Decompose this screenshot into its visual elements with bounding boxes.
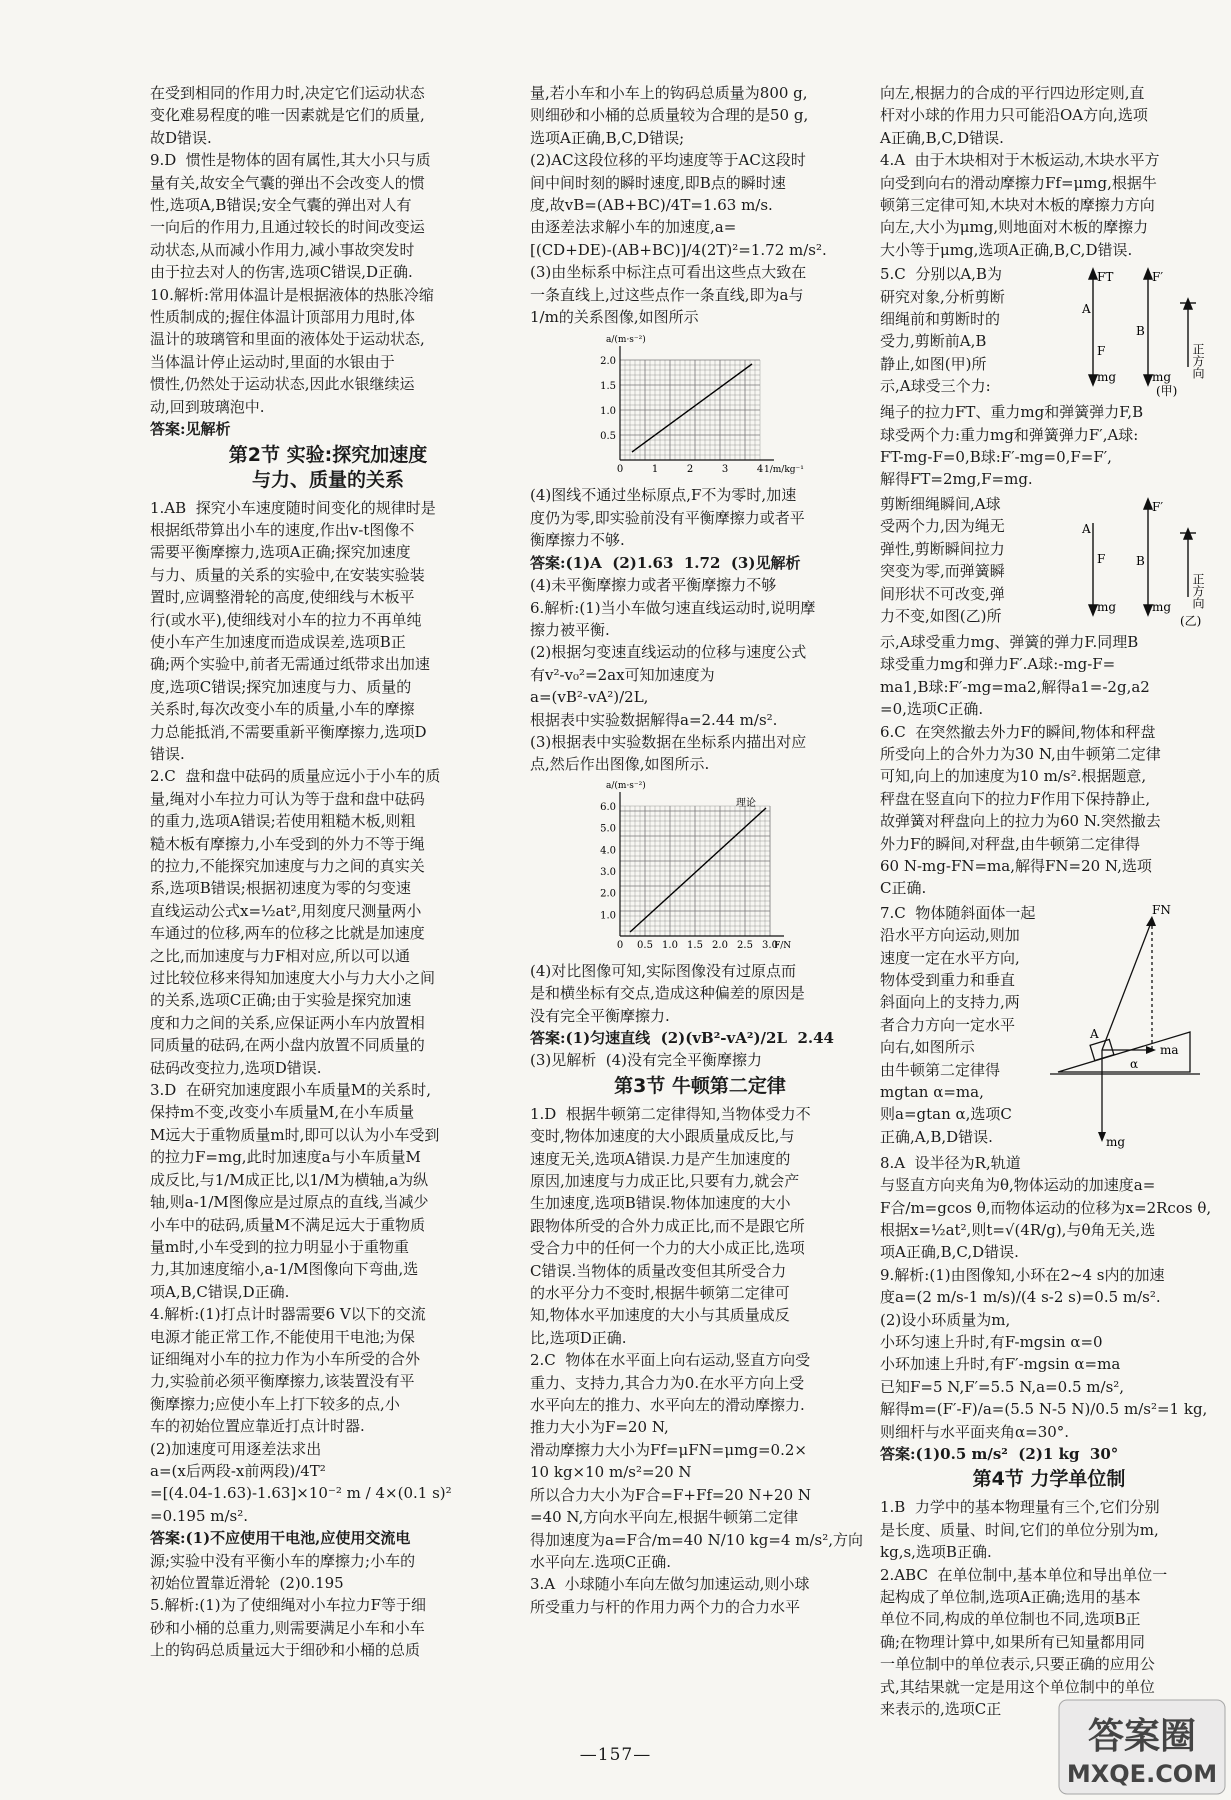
x-tick-label: 0.5: [637, 939, 653, 951]
text-line: 球受重力mg和弹力F′.A球:-mg-F=: [880, 655, 1116, 674]
text-line: 4.A 由于木块相对于木板运动,木块水平方: [880, 151, 1160, 170]
q7-text: [880, 902, 1050, 1148]
text-line: 秤盘在竖直向下的拉力F作用下保持静止,: [880, 789, 1151, 808]
text-line: 量,绳对小车拉力可认为等于盘和盘中砝码: [150, 789, 425, 808]
x-tick-label: 1.5: [687, 939, 703, 951]
watermark-bottom: MXQE.COM: [1066, 1760, 1218, 1788]
y-tick-label: 5.0: [600, 823, 616, 835]
text-line: 60 N-mg-FN=ma,解得FN=20 N,选项: [880, 856, 1152, 875]
text-line: 弹性,剪断瞬间拉力: [880, 539, 1005, 558]
text-line: C错误.当物体的质量改变但其所受合力: [530, 1261, 787, 1280]
text-line: (3)根据表中实验数据在坐标系内描出对应: [530, 732, 807, 751]
text-line: 间中间时刻的瞬时速度,即B点的瞬时速: [530, 173, 786, 192]
text-line: 受合力中的任何一个力的大小成正比,选项: [530, 1239, 805, 1258]
text-line: 水平向左的推力、水平向左的滑动摩擦力.: [530, 1396, 805, 1415]
text-line: 一单位制中的单位表示,只要正确的应用公: [880, 1655, 1155, 1674]
text-line: 性,选项A,B错误;安全气囊的弹出对人有: [150, 196, 412, 215]
text-line: 9.D 惯性是物体的固有属性,其大小只与质: [150, 151, 431, 170]
text-line: 斜面向上的支持力,两: [880, 993, 1020, 1012]
section-2-title-line2: 与力、质量的关系: [251, 468, 404, 491]
watermark-top: 答案圈: [1087, 1716, 1197, 1757]
section-4-title: 第4节 力学单位制: [972, 1468, 1126, 1491]
text-line: 者合力方向一定水平: [880, 1015, 1016, 1034]
fit-line-label: 理论: [736, 797, 756, 809]
text-line: 细绳前和剪断时的: [880, 310, 1001, 329]
text-line: 证细绳对小车的拉力作为小车所受的合外: [150, 1349, 421, 1368]
label-mg-a: mg: [1097, 370, 1117, 385]
text-line: 比,选项D正确.: [530, 1328, 627, 1347]
text-line: 根据x=½at²,则t=√(4R/g),与θ角无关,选: [880, 1220, 1156, 1239]
x-tick-label: 0: [616, 939, 624, 951]
text-line: 点,然后作出图像,如图所示.: [530, 755, 710, 774]
text-line: 的拉力F=mg,此时加速度a与小车质量M: [150, 1148, 421, 1167]
text-line: 大小等于μmg,选项A正确,B,C,D错误.: [880, 240, 1133, 259]
text-line: 当体温计停止运动时,里面的水银由于: [150, 352, 395, 371]
text-line: (3)见解析 (4)没有完全平衡摩擦力: [530, 1051, 763, 1070]
text-line: 关系时,每次改变小车的质量,小车的摩擦: [150, 700, 415, 719]
text-line: 确;两个实验中,前者无需通过纸带求出加速: [150, 655, 430, 674]
text-line: 小环匀速上升时,有F-mgsin α=0: [880, 1333, 1103, 1351]
text-line: (4)对比图像可知,实际图像没有过原点而: [530, 961, 797, 980]
label-f2: F: [1097, 551, 1106, 566]
text-line: 向右,如图所示: [880, 1038, 975, 1057]
text-line: 得加速度为a=F合/m=40 N/10 kg=4 m/s²,方向: [530, 1530, 863, 1549]
col1-body-text: [150, 497, 506, 1662]
text-line: 小车中的砝码,质量M不满足远大于重物质: [150, 1215, 426, 1234]
text-line: 在受到相同的作用力时,决定它们运动状态: [150, 84, 425, 102]
fit-line: [630, 808, 766, 932]
y-axis-label: a/(m·s⁻²): [606, 335, 646, 346]
text-line: 故D错误.: [150, 128, 212, 147]
text-line: (2)AC这段位移的平均速度等于AC这段时: [530, 151, 806, 170]
text-line: (4)未平衡摩擦力或者平衡摩擦力不够: [530, 576, 777, 595]
text-line: =0,选项C正确.: [880, 700, 984, 719]
text-line: 由牛顿第二定律得: [880, 1060, 1001, 1079]
text-line: a=(vB²-vA²)/2L,: [530, 688, 649, 707]
text-line: 原因,加速度与力成正比,只要有力,就会产: [530, 1172, 800, 1190]
x-tick-label: 0: [616, 464, 624, 476]
text-line: 4.解析:(1)打点计时器需要6 V以下的交流: [150, 1305, 426, 1324]
text-line: (2)加速度可用逐差法求出: [150, 1439, 322, 1458]
text-line: 保持m不变,改变小车质量M,在小车质量: [150, 1103, 415, 1122]
text-line: 力总能抵消,不需要重新平衡摩擦力,选项D: [150, 722, 427, 741]
text-line: (2)设小环质量为m,: [880, 1310, 1011, 1329]
text-line: 6.C 在突然撤去外力F的瞬间,物体和秤盘: [880, 722, 1156, 741]
label-b2: B: [1136, 553, 1145, 568]
text-line: 示,A球受三个力:: [880, 377, 991, 396]
column-3: [880, 82, 1218, 1721]
text-line: 度仍为零,即实验前没有平衡摩擦力或者平: [530, 508, 805, 527]
label-mg-a2: mg: [1097, 599, 1117, 614]
text-line: 则a=gtan α,选项C: [880, 1105, 1012, 1124]
col3-text-c: [880, 631, 1218, 900]
text-line: 1.AB 探究小车速度随时间变化的规律时是: [150, 498, 436, 517]
text-line: (2)根据匀变速直线运动的位移与速度公式: [530, 643, 807, 662]
text-line: 5.C 分别以A,B为: [880, 265, 1002, 284]
text-line: 绳子的拉力FT、重力mg和弹簧弹力F,B: [880, 403, 1144, 422]
text-line: 顿第三定律可知,木块对木板的摩擦力方向: [880, 196, 1155, 215]
y-tick-label: 1.0: [600, 910, 616, 922]
label-ma: ma: [1160, 1042, 1179, 1057]
y-tick-label: 3.0: [600, 866, 616, 878]
col2-text-a: [530, 82, 870, 328]
x-tick-label: 3.0: [762, 939, 778, 951]
column-2: [530, 82, 870, 1618]
text-line: 所受向上的合外力为30 N,由牛顿第二定律: [880, 744, 1161, 763]
text-line: 研究对象,分析剪断: [880, 287, 1005, 306]
text-line: 与竖直方向夹角为θ,物体运动的加速度a=: [880, 1176, 1156, 1195]
text-line: 行(或水平),使细线对小车的拉力不再单纯: [150, 610, 422, 629]
text-line: 物体受到重力和垂直: [880, 970, 1016, 989]
text-line: 动状态,从而减小作用力,减小事故突发时: [150, 240, 415, 259]
label-a2: A: [1082, 521, 1091, 536]
y-axis-label: a/(m·s⁻²): [606, 780, 646, 791]
text-line: 量有关,故安全气囊的弹出不会改变人的惯: [150, 173, 425, 192]
col2-text-c: [530, 960, 870, 1072]
text-line: (4)图线不通过坐标原点,F不为零时,加速: [530, 486, 797, 505]
y-tick-label: 1.5: [600, 381, 616, 393]
text-line: 直线运动公式x=½at²,用刻度尺测量两小: [150, 901, 422, 920]
text-line: 小环加速上升时,有F′-mgsin α=ma: [880, 1355, 1121, 1374]
x-tick-label: 1.0: [662, 939, 678, 951]
label-mg-incline: mg: [1106, 1134, 1126, 1149]
text-line: 力,其加速度缩小,a-1/M图像向下弯曲,选: [150, 1260, 419, 1279]
text-line: 滑动摩擦力大小为Ff=μFN=μmg=0.2×: [530, 1440, 807, 1459]
text-line: 度a=(2 m/s-1 m/s)/(4 s-2 s)=0.5 m/s².: [880, 1288, 1161, 1307]
text-line: 答案:(1)不应使用干电池,应使用交流电: [150, 1529, 411, 1548]
force-diagram-jia: [1048, 263, 1218, 399]
text-line: 5.解析:(1)为了使细绳对小车拉力F等于细: [150, 1596, 427, 1615]
y-tick-label: 0.5: [600, 431, 616, 443]
text-line: 杆对小球的作用力只可能沿OA方向,选项: [880, 106, 1148, 125]
label-direction: 正方向: [1191, 343, 1205, 380]
text-line: 由逐差法求解小车的加速度,a=: [530, 218, 737, 237]
text-line: 向左,根据力的合成的平行四边形定则,直: [880, 84, 1145, 102]
text-line: =40 N,方向水平向左,根据牛顿第二定律: [530, 1508, 799, 1527]
x-tick-label: 1: [651, 464, 659, 476]
col3-text-b: [880, 401, 1218, 491]
text-line: 推力大小为F=20 N,: [530, 1418, 669, 1437]
text-line: 项A正确,B,C,D错误.: [880, 1243, 1019, 1262]
text-line: F合/m=gcos θ,而物体运动的位移为x=2Rcos θ,: [880, 1198, 1212, 1217]
text-line: 擦力被平衡.: [530, 620, 610, 639]
text-line: 量m时,小车受到的拉力明显小于重物重: [150, 1237, 409, 1256]
text-line: 所受重力与杆的作用力两个力的合力水平: [530, 1597, 801, 1616]
text-line: 跟物体所受的合外力成正比,而不是跟它所: [530, 1216, 805, 1235]
label-yi: (乙): [1180, 613, 1202, 628]
text-line: 变化难易程度的唯一因素就是它们的质量,: [150, 106, 425, 125]
text-line: mgtan α=ma,: [880, 1083, 984, 1101]
text-line: A正确,B,C,D错误.: [880, 128, 1004, 147]
label-direction2: 正方向: [1191, 572, 1205, 609]
text-line: 重力、支持力,其合力为0.在水平方向上受: [530, 1373, 805, 1392]
text-line: 是长度、质量、时间,它们的单位分别为m,: [880, 1520, 1159, 1539]
text-line: 之比,而加速度与力F相对应,所以可以通: [150, 946, 410, 965]
text-line: 沿水平方向运动,则加: [880, 926, 1020, 945]
text-line: 答案:见解析: [150, 420, 231, 439]
label-fp2: F′: [1152, 499, 1164, 514]
text-line: 2.C 盘和盘中砝码的质量应远小于小车的质: [150, 767, 441, 786]
x-axis-label: F/N: [774, 940, 792, 951]
text-line: 度和力之间的关系,应保证两小车内放置相: [150, 1013, 425, 1032]
label-a: A: [1082, 302, 1091, 317]
text-line: 力不变,如图(乙)所: [880, 606, 1002, 625]
text-line: a=(x后两段-x前两段)/4T²: [150, 1461, 326, 1480]
text-line: 静止,如图(甲)所: [880, 354, 987, 373]
text-line: 所以合力大小为F合=F+Ff=20 N+20 N: [530, 1485, 812, 1504]
label-mg-b: mg: [1152, 370, 1172, 385]
label-block-a: A: [1090, 1026, 1099, 1041]
text-line: 变时,物体加速度的大小跟质量成反比,与: [530, 1127, 795, 1146]
text-line: 生加速度,选项B错误.物体加速度的大小: [530, 1194, 791, 1213]
q5-block-yi: [880, 493, 1218, 629]
text-line: 温计的玻璃管和里面的液体处于运动状态,: [150, 330, 425, 349]
text-line: 答案:(1)A (2)1.63 1.72 (3)见解析: [530, 553, 801, 572]
text-line: 3.D 在研究加速度跟小车质量M的关系时,: [150, 1081, 432, 1100]
text-line: 的拉力,不能探究加速度与力之间的真实关: [150, 857, 425, 875]
label-jia: (甲): [1156, 384, 1178, 399]
text-line: 3.A 小球随小车向左做匀加速运动,则小球: [530, 1575, 810, 1594]
text-line: 单位不同,构成的单位制也不同,选项B正: [880, 1610, 1141, 1629]
label-mg-b2: mg: [1152, 599, 1172, 614]
text-line: 砝码改变拉力,选项D错误.: [150, 1058, 322, 1077]
text-line: =[(4.04-1.63)-1.63]×10⁻² m / 4×(0.1 s)²: [150, 1484, 452, 1503]
text-line: 砂和小桶的总重力,则需要满足小车和小车: [150, 1618, 425, 1637]
text-line: [(CD+DE)-(AB+BC)]/4(2T)²=1.72 m/s².: [530, 240, 827, 259]
text-line: 与力、质量的关系的实验中,在安装实验装: [150, 565, 425, 584]
x-tick-label: 3: [721, 464, 729, 476]
text-line: 度,选项C错误;探究加速度与力、质量的: [150, 677, 412, 696]
y-tick-label: 2.0: [600, 356, 616, 368]
text-line: 向受到向右的滑动摩擦力Ff=μmg,根据牛: [880, 173, 1157, 192]
y-tick-label: 6.0: [600, 801, 616, 813]
text-line: 故弹簧对秤盘向上的拉力为60 N.突然撤去: [880, 812, 1161, 831]
q7-block: [880, 902, 1218, 1150]
text-line: 初始位置靠近滑轮 (2)0.195: [150, 1574, 344, 1592]
text-line: 2.C 物体在水平面上向右运动,竖直方向受: [530, 1351, 811, 1370]
text-line: 选项A正确,B,C,D错误;: [530, 128, 685, 147]
col2-text-d: [530, 1103, 870, 1618]
text-line: 有v²-v₀²=2ax可知加速度为: [530, 665, 715, 684]
text-line: 则细杆与水平面夹角α=30°.: [880, 1422, 1070, 1441]
y-tick-label: 1.0: [600, 406, 616, 418]
text-line: 已知F=5 N,F′=5.5 N,a=0.5 m/s²,: [880, 1377, 1125, 1396]
text-line: 项A,B,C错误,D正确.: [150, 1282, 290, 1301]
x-tick-label: 2: [686, 464, 694, 476]
text-line: 式,其结果就一定是用这个单位制中的单位: [880, 1677, 1155, 1696]
text-line: 知,物体水平加速度的大小与其质量成反: [530, 1306, 790, 1325]
text-line: 1.D 根据牛顿第二定律得知,当物体受力不: [530, 1104, 811, 1123]
text-line: 动,回到玻璃泡中.: [150, 397, 265, 416]
text-line: 剪断细绳瞬间,A球: [880, 494, 1001, 513]
text-line: 一条直线上,过这些点作一条直线,即为a与: [530, 285, 804, 304]
text-line: 可知,向上的加速度为10 m/s².根据题意,: [880, 767, 1147, 786]
text-line: =0.195 m/s².: [150, 1506, 249, 1525]
x-tick-label: 2.5: [737, 939, 753, 951]
x-tick-label: 4: [756, 464, 764, 476]
text-line: 根据纸带算出小车的速度,作出v-t图像不: [150, 520, 415, 539]
text-line: 置时,应调整滑轮的高度,使细线与木板平: [150, 588, 415, 607]
text-line: 解得m=(F′-F)/a=(5.5 N-5 N)/0.5 m/s²=1 kg,: [880, 1400, 1208, 1419]
x-axis-label: 1/m/kg⁻¹: [764, 465, 804, 476]
text-line: 答案:(1)匀速直线 (2)(vB²-vA²)/2L 2.44: [530, 1028, 834, 1047]
text-line: 外力F的瞬间,对秤盘,由牛顿第二定律得: [880, 834, 1140, 853]
text-line: 速度一定在水平方向,: [880, 948, 1020, 967]
watermark-logo: [1057, 1698, 1227, 1796]
x-tick-label: 2.0: [712, 939, 728, 951]
y-tick-label: 2.0: [600, 888, 616, 900]
label-alpha: α: [1130, 1056, 1139, 1071]
section-2-title-line1: 第2节 实验:探究加速度: [228, 443, 428, 466]
q5b-text: [880, 493, 1050, 627]
text-line: 来表示的,选项C正: [880, 1700, 1002, 1719]
text-line: 受力,剪断前A,B: [880, 332, 987, 351]
text-line: 衡摩擦力;应使小车上打下较多的点,小: [150, 1394, 400, 1413]
text-line: 突变为零,而弹簧瞬: [880, 562, 1005, 581]
text-line: 8.A 设半径为R,轨道: [880, 1153, 1021, 1172]
text-line: FT-mg-F=0,B球:F′-mg=0,F=F′,: [880, 448, 1112, 467]
text-line: 力,实验前必须平衡摩擦力,该装置没有平: [150, 1372, 415, 1391]
incline-diagram: [1040, 902, 1218, 1150]
text-line: 衡摩擦力不够.: [530, 531, 625, 550]
text-line: C正确.: [880, 879, 927, 898]
text-line: 起构成了单位制,选项A正确;选用的基本: [880, 1588, 1141, 1607]
text-line: 7.C 物体随斜面体一起: [880, 903, 1036, 922]
chart-a-vs-inverse-mass: [580, 332, 820, 480]
text-line: 的关系,选项C正确;由于实验是探究加速: [150, 991, 412, 1010]
label-fn: FN: [1152, 902, 1171, 917]
col2-text-b: [530, 484, 870, 775]
text-line: 性质制成的;握住体温计顶部用力甩时,体: [150, 308, 415, 327]
text-line: 过比较位移来得知加速度大小与力大小之间: [150, 969, 436, 988]
force-diagram-yi: [1048, 493, 1218, 629]
text-line: 水平向左.选项C正确.: [530, 1552, 672, 1571]
section-2-title: [150, 443, 506, 493]
text-line: 使小车产生加速度而造成误差,选项B正: [150, 632, 406, 651]
text-line: 示,A球受重力mg、弹簧的弹力F.同理B: [880, 632, 1139, 651]
q5-text: [880, 263, 1050, 397]
text-line: 球受两个力:重力mg和弹簧弹力F′,A球:: [880, 425, 1139, 444]
text-line: 车通过的位移,两车的位移之比就是加速度: [150, 924, 425, 943]
text-line: 错误.: [150, 744, 185, 763]
text-line: 间形状不可改变,弹: [880, 584, 1005, 603]
text-line: 没有完全平衡摩擦力.: [530, 1006, 670, 1025]
text-line: 2.ABC 在单位制中,基本单位和导出单位一: [880, 1565, 1168, 1584]
text-line: 根据表中实验数据解得a=2.44 m/s².: [530, 710, 778, 729]
col3-text-d: [880, 1152, 1218, 1466]
text-line: 的水平分力不变时,根据牛顿第二定律可: [530, 1284, 790, 1303]
text-line: 10 kg×10 m/s²=20 N: [530, 1463, 692, 1482]
text-line: 电源才能正常工作,不能使用干电池;为保: [150, 1327, 415, 1346]
text-line: 轴,则a-1/M图像应是过原点的直线,当减少: [150, 1193, 429, 1212]
label-b: B: [1136, 324, 1145, 339]
text-line: 一向后的作用力,且通过较长的时间改变运: [150, 218, 425, 237]
text-line: 答案:(1)0.5 m/s² (2)1 kg 30°: [880, 1445, 1119, 1464]
text-line: 1.B 力学中的基本物理量有三个,它们分别: [880, 1498, 1160, 1517]
label-fp: F′: [1152, 270, 1164, 285]
page-number: —157—: [579, 1745, 652, 1765]
text-line: kg,s,选项B正确.: [880, 1543, 992, 1562]
text-line: 惯性,仍然处于运动状态,因此水银继续运: [150, 375, 415, 394]
text-line: (3)由坐标系中标注点可看出这些点大致在: [530, 263, 807, 282]
col3-text-e: [880, 1496, 1218, 1720]
label-f: F: [1097, 344, 1106, 359]
chart-a-vs-force: [580, 780, 820, 956]
text-line: 解得FT=2mg,F=mg.: [880, 470, 1033, 489]
text-line: 量,若小车和小车上的钩码总质量为800 g,: [530, 84, 808, 102]
q5-block-jia: [880, 263, 1218, 399]
label-ft: FT: [1097, 270, 1114, 285]
text-line: 受两个力,因为绳无: [880, 517, 1005, 536]
text-line: 同质量的砝码,在两小盘内放置不同质量的: [150, 1036, 425, 1055]
text-line: 由于拉去对人的伤害,选项C错误,D正确.: [150, 263, 413, 282]
col1-top-text: [150, 82, 506, 441]
text-line: 10.解析:常用体温计是根据液体的热胀冷缩: [150, 285, 434, 304]
text-line: 确;在物理计算中,如果所有已知量都用同: [880, 1632, 1145, 1651]
col3-text-a: [880, 82, 1218, 261]
text-line: 糙木板有摩擦力,小车受到的外力不等于绳: [150, 834, 425, 853]
text-line: 源;实验中没有平衡小车的摩擦力;小车的: [150, 1551, 416, 1570]
text-line: 1/m的关系图像,如图所示: [530, 308, 699, 327]
text-line: 车的初始位置应靠近打点计时器.: [150, 1417, 365, 1436]
text-line: 上的钩码总质量远大于细砂和小桶的总质: [150, 1641, 421, 1660]
text-line: ma1,B球:F′-mg=ma2,解得a1=-2g,a2: [880, 677, 1150, 696]
text-line: 正确,A,B,D错误.: [880, 1127, 993, 1146]
text-line: 6.解析:(1)当小车做匀速直线运动时,说明摩: [530, 598, 816, 617]
y-tick-label: 4.0: [600, 845, 616, 857]
text-line: 9.解析:(1)由图像知,小环在2~4 s内的加速: [880, 1265, 1165, 1284]
text-line: 则细砂和小桶的总质量较为合理的是50 g,: [530, 106, 809, 125]
text-line: 速度无关,选项A错误.力是产生加速度的: [530, 1149, 791, 1168]
text-line: 是和横坐标有交点,造成这种偏差的原因是: [530, 984, 805, 1003]
column-1: [150, 82, 506, 1662]
text-line: 的重力,选项A错误;若使用粗糙木板,则粗: [150, 812, 416, 831]
text-line: M远大于重物质量m时,即可以认为小车受到: [150, 1125, 440, 1144]
text-line: 成反比,与1/M成正比,以1/M为横轴,a为纵: [150, 1170, 429, 1189]
section-3-title: 第3节 牛顿第二定律: [614, 1074, 786, 1097]
text-line: 度,故vB=(AB+BC)/4T=1.63 m/s.: [530, 196, 773, 215]
text-line: 需要平衡摩擦力,选项A正确;探究加速度: [150, 543, 411, 562]
text-line: 向左,大小为μmg,则地面对木板的摩擦力: [880, 218, 1149, 237]
text-line: 系,选项B错误;根据初速度为零的匀变速: [150, 879, 411, 898]
